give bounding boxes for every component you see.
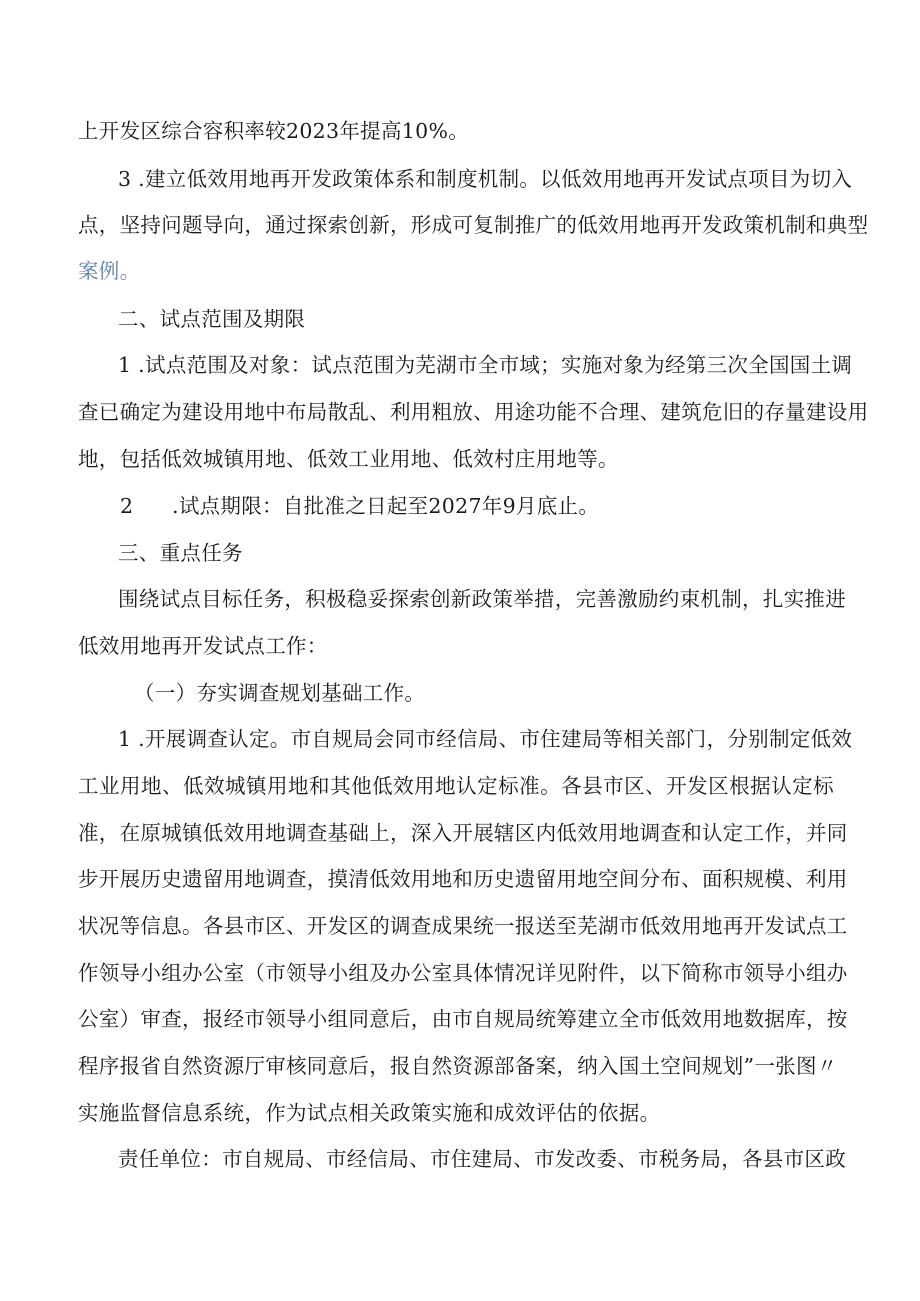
paragraph-line: 3 .建立低效用地再开发政策体系和制度机制。以低效用地再开发试点项目为切入: [118, 167, 853, 191]
paragraph-line: 状况等信息。各县市区、开发区的调查成果统一报送至芜湖市低效用地再开发试点工: [78, 914, 848, 938]
section-heading: 三、重点任务: [118, 541, 243, 565]
paragraph-line: .试点期限：自批准之日起至2027年9月底止。: [172, 494, 600, 518]
list-number: 2: [120, 494, 134, 518]
paragraph-line: 上开发区综合容积率较2023年提高10%。: [78, 119, 470, 143]
paragraph-line: 作领导小组办公室（市领导小组及办公室具体情况详见附件，以下简称市领导小组办: [78, 961, 848, 985]
paragraph-line: 点，坚持问题导向，通过探索创新，形成可复制推广的低效用地再开发政策机制和典型: [78, 213, 869, 237]
paragraph-line: 准，在原城镇低效用地调查基础上，深入开展辖区内低效用地调查和认定工作，并同: [78, 821, 848, 845]
paragraph-line: 步开展历史遗留用地调查，摸清低效用地和历史遗留用地空间分布、面积规模、利用: [78, 867, 848, 891]
paragraph-line-link: 案例。: [78, 259, 141, 283]
paragraph-line: 工业用地、低效城镇用地和其他低效用地认定标准。各县市区、开发区根据认定标: [78, 774, 834, 798]
paragraph-line: 程序报省自然资源厅审核同意后，报自然资源部备案，纳入国土空间规划”一张图〃: [78, 1054, 838, 1078]
paragraph-line: 公室）审查，报经市领导小组同意后，由市自规局统筹建立全市低效用地数据库，按: [78, 1007, 848, 1031]
section-heading: 二、试点范围及期限: [118, 307, 306, 331]
paragraph-line: 责任单位：市自规局、市经信局、市住建局、市发改委、市税务局，各县市区政: [118, 1147, 846, 1171]
paragraph-line: 低效用地再开发试点工作：: [78, 634, 328, 658]
paragraph-line: 1 .开展调查认定。市自规局会同市经信局、市住建局等相关部门，分别制定低效: [118, 727, 853, 751]
paragraph-line: 围绕试点目标任务，积极稳妥探索创新政策举措，完善激励约束机制，扎实推进: [118, 587, 846, 611]
paragraph-line: 实施监督信息系统，作为试点相关政策实施和成效评估的依据。: [78, 1101, 661, 1125]
paragraph-line: 地，包括低效城镇用地、低效工业用地、低效村庄用地等。: [78, 447, 619, 471]
subsection-heading: （一）夯实调查规划基础工作。: [134, 681, 426, 705]
paragraph-line: 查已确定为建设用地中布局散乱、利用粗放、用途功能不合理、建筑危旧的存量建设用: [78, 400, 869, 424]
paragraph-line: 1 .试点范围及对象：试点范围为芜湖市全市域；实施对象为经第三次全国国土调: [118, 353, 853, 377]
